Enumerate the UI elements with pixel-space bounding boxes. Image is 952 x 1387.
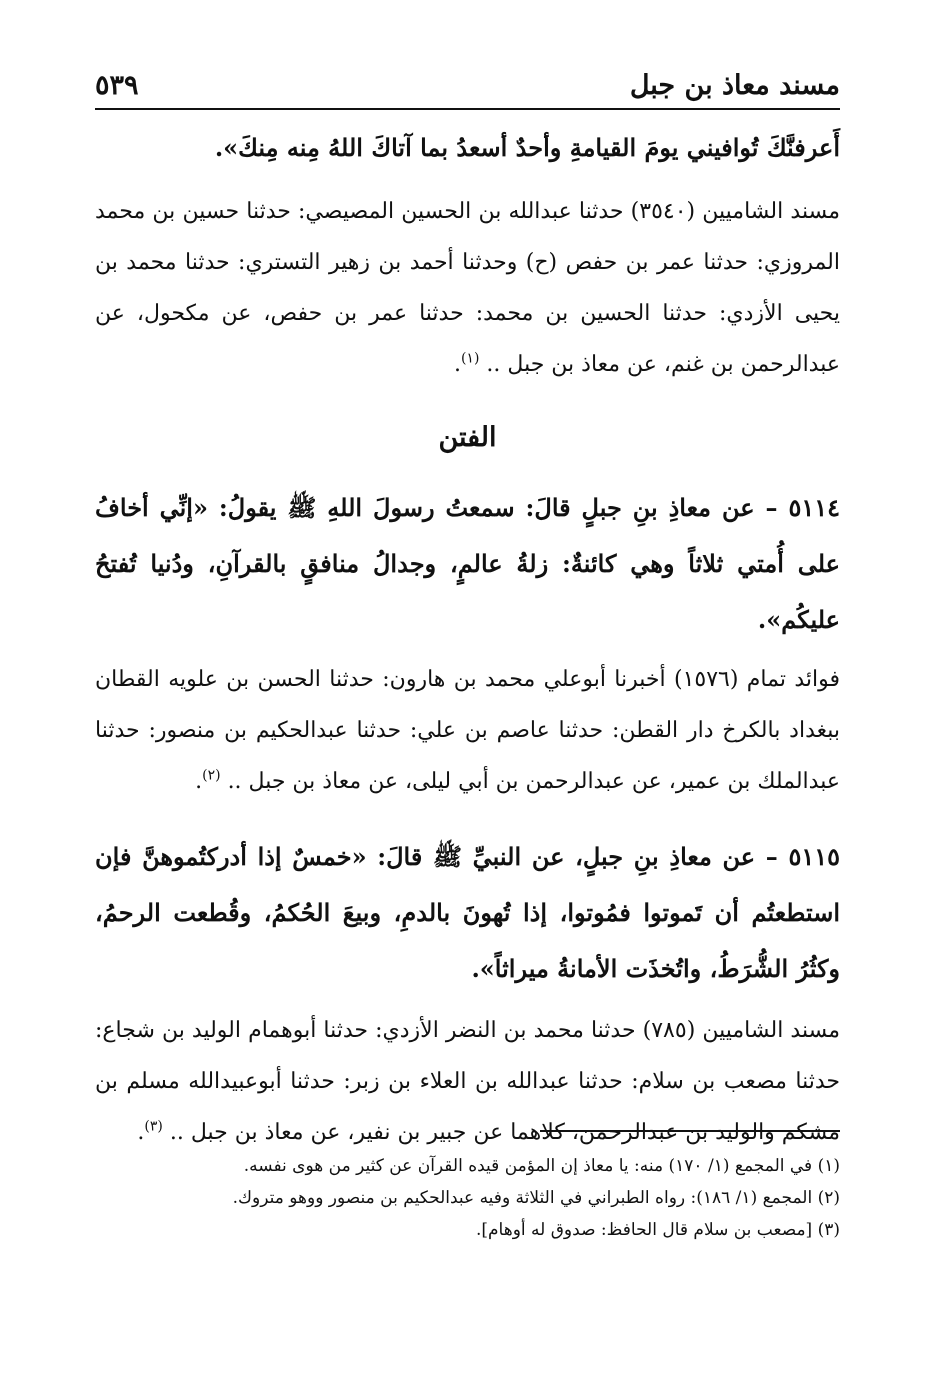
hadith-5114 — [95, 480, 840, 648]
footnote-ref-2: (٢) — [202, 767, 221, 784]
hadith-5115-number: ٥١١٥ — [788, 842, 840, 871]
sanad-5115-text: مسند الشاميين (٧٨٥) حدثنا محمد بن النضر الأزدي: حدثنا أبوهمام الوليد بن شجاع: حدثنا مصعب بن سلام: حدثنا عبدالله بن العلاء بن زبر: حدثنا أبوعبيدالله مسلم بن مشكم والوليد بن عبدالرحمن، كلاهما عن جبير بن نفير، عن معاذ بن جبل .. — [95, 1018, 840, 1145]
footnote-1: (١) في المجمع (١/ ١٧٠) منه: يا معاذ إن المؤمن قيده القرآن عن كثير من هوى نفسه. — [243, 1156, 840, 1176]
footnote-ref-1: (١) — [460, 350, 480, 367]
footnote-divider — [540, 1130, 840, 1132]
sanad-5113: مسند الشاميين (٣٥٤٠) حدثنا عبدالله بن الحسين المصيصي: حدثنا حسين بن محمد المروزي: حدثنا عمر بن حفص (ح) وحدثنا أحمد بن زهير التستري: حدثنا محمد بن يحيى الأزدي: حدثنا الحسين بن محمد: حدثنا عمر بن حفص، عن مكحول، عن عبدالرحمن بن غنم، عن معاذ بن جبل .. $^{(١)}$. — [95, 199, 840, 377]
hadith-5113-text: أَعرفنَّكَ تُوافيني يومَ القيامةِ وأحدٌ أسعدُ بما آتاكَ اللهُ مِنه مِنكَ». — [214, 133, 840, 162]
page-number: ٥٣٩ — [95, 70, 139, 101]
hadith-5115-text: – عن معاذِ بنِ جبلٍ، عن النبيِّ ﷺ قالَ: «خمسٌ إذا أدركتُموهنَّ فإن استطعتُم أن تَموتوا فمُوتوا، إذا تُهونَ بالدمِ، وبيعَ الحُكمُ، وقُطعت الرحمُ، وكثُرُ الشُّرَطُ، واتُخذَت الأمانةُ ميراثاً». — [95, 842, 840, 983]
page-header — [95, 58, 840, 108]
section-heading: الفتن — [438, 422, 497, 453]
hadith-5114-number: ٥١١٤ — [788, 493, 840, 522]
sanad-5114: فوائد تمام (١٥٧٦) أخبرنا أبوعلي محمد بن هارون: حدثنا الحسن بن علويه القطان ببغداد بالكرخ دار القطن: حدثنا عاصم بن علي: حدثنا عبدالحكيم بن منصور: حدثنا عبدالملك بن عمير، عن عبدالرحمن بن أبي ليلى، عن معاذ بن جبل .. $^{(٢)}$. — [95, 667, 840, 794]
sanad-5113-text: مسند الشاميين (٣٥٤٠) حدثنا عبدالله بن الحسين المصيصي: حدثنا حسين بن محمد المروزي: حدثنا عمر بن حفص (ح) وحدثنا أحمد بن زهير التستري: حدثنا محمد بن يحيى الأزدي: حدثنا الحسين بن محمد: حدثنا عمر بن حفص، عن مكحول، عن عبدالرحمن بن غنم، عن معاذ بن جبل .. — [95, 199, 840, 377]
hadith-5114-text: – عن معاذِ بنِ جبلٍ قالَ: سمعتُ رسولَ اللهِ ﷺ يقولُ: «إنِّي أخافُ على أُمتي ثلاثاً وهي كائنةٌ: زلةُ عالمٍ، وجدالُ منافقٍ بالقرآنِ، ودُنيا تُفتحُ عليكُم». — [95, 493, 840, 634]
footnotes — [95, 1150, 840, 1246]
header-divider — [95, 108, 840, 110]
sanad-5115: مسند الشاميين (٧٨٥) حدثنا محمد بن النضر الأزدي: حدثنا أبوهمام الوليد بن شجاع: حدثنا مصعب بن سلام: حدثنا عبدالله بن العلاء بن زبر: حدثنا أبوعبيدالله مسلم بن مشكم والوليد بن عبدالرحمن، كلاهما عن جبير بن نفير، عن معاذ بن جبل .. $^{(٣)}$. — [95, 1018, 840, 1145]
footnote-ref-3: (٣) — [144, 1118, 163, 1135]
sanad-5114-text: فوائد تمام (١٥٧٦) أخبرنا أبوعلي محمد بن هارون: حدثنا الحسن بن علويه القطان ببغداد بالكرخ دار القطن: حدثنا عاصم بن علي: حدثنا عبدالحكيم بن منصور: حدثنا عبدالملك بن عمير، عن عبدالرحمن بن أبي ليلى، عن معاذ بن جبل .. — [95, 667, 840, 794]
hadith-5115 — [95, 829, 840, 997]
hadith-5113-continuation — [95, 120, 840, 176]
running-header-title: مسند معاذ بن جبل — [629, 70, 840, 101]
footnote-3: (٣) [مصعب بن سلام قال الحافظ: صدوق له أوهام]. — [476, 1220, 840, 1240]
main-text — [95, 120, 840, 1180]
footnote-2: (٢) المجمع (١/ ١٨٦): رواه الطبراني في الثلاثة وفيه عبدالحكيم بن منصور ووهو متروك. — [232, 1188, 840, 1208]
